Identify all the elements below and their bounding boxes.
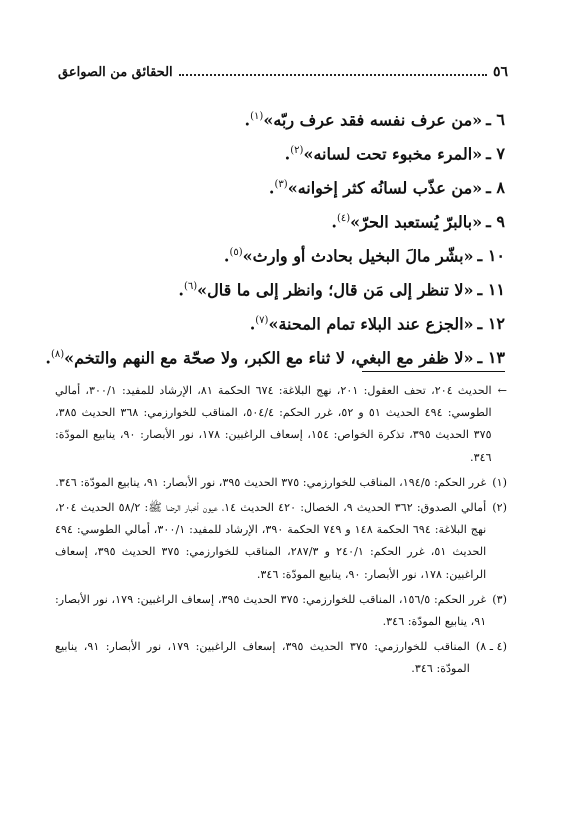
header-dot-leader — [179, 74, 487, 76]
footnote-text: الحديث ٢٠٤، تحف العقول: ٢٠١، نهج البلاغة: ٦٧٤ الحكمة ٨١، الإرشاد للمفيد: ٣٠٠/١، أمالي الطوسي: ٤٩٤ الحديث ٥١ و ٥٢، غرر الحكم: ٥٠٤/٤، المناقب للخوارزمي: ٣٦٨ الحديث ٣٨٥، ٣٧٥ الحديث ٣٩٥، تذكرة الخواص: ١٥٤، إسعاف الراغبين: ١٧٨، نور الأبصار: ٩٠، ينابيع المودّة: ٣٤٦. — [55, 384, 492, 464]
footnote-continuation — [55, 380, 507, 469]
saying-number: ١٠ ـ — [477, 246, 505, 266]
saying-item — [55, 304, 505, 338]
footnote-ref: (٢) — [290, 145, 304, 156]
running-title: الحقائق من الصواعق — [58, 65, 173, 80]
footnote — [55, 497, 507, 586]
saying-text: «المرء مخبوء تحت لسانه» — [303, 144, 483, 164]
footnote-ref: (٣) — [274, 179, 288, 190]
page-number: ٥٦ — [492, 64, 508, 80]
saying-end: . — [249, 314, 256, 334]
footnote-text: المناقب للخوارزمي: ٣٧٥ الحديث ٣٩٥، إسعاف الراغبين: ١٧٩، نور الأبصار: ٩١، ينابيع المودّة: ٣٤٦. — [55, 640, 470, 676]
saying-number: ٩ ـ — [486, 212, 505, 232]
saying-number: ٧ ـ — [486, 144, 505, 164]
footnote-ref: (٨) — [50, 349, 65, 360]
footnote-ref: (٥) — [229, 247, 243, 258]
footnote-separator — [362, 371, 505, 372]
footnote-text: غرر الحكم: ١٥٦/٥، المناقب للخوارزمي: ٣٧٥ الحديث ٣٩٥، إسعاف الراغبين: ١٧٩، نور الأبصار: ٩١، ينابيع المودّة: ٣٤٦. — [55, 592, 487, 629]
footnote-ref: (٦) — [183, 281, 198, 292]
saying-text: «من عذّب لسانُه كثر إخوانه» — [287, 178, 483, 198]
saying-end: . — [45, 348, 51, 368]
footnote-label: (١) — [492, 475, 507, 489]
saying-item — [55, 236, 505, 270]
running-header — [58, 58, 508, 80]
saying-item — [55, 202, 505, 236]
saying-number: ١١ ـ — [477, 280, 505, 300]
saying-number: ٨ ـ — [486, 178, 505, 198]
footnote-label: (٤ ـ ٨) — [475, 640, 507, 654]
footnote-ref: (١) — [250, 111, 264, 122]
saying-item — [45, 338, 505, 372]
saying-end: . — [331, 212, 337, 232]
saying-number: ١٢ ـ — [477, 314, 505, 334]
footnote — [55, 472, 507, 494]
saying-number: ٦ ـ — [486, 110, 505, 130]
saying-text: «بشّر مالَ البخيل بحادث أو وارث» — [242, 246, 474, 266]
saying-item — [55, 134, 505, 168]
footnote-label: (٢) — [492, 501, 507, 515]
saying-item — [55, 100, 505, 134]
footnote-ref: (٧) — [255, 315, 269, 326]
footnote-label: ← — [497, 384, 507, 397]
saying-end: . — [178, 280, 184, 300]
saying-item — [55, 270, 505, 304]
footnote — [55, 589, 507, 633]
footnote-text: أمالي الصدوق: ٣٦٢ الحديث ٩، الخصال: ٤٢٠ الحديث ١٤، عيون أخبار الرضا ﷺ: ٥٨/٢ الحديث ٢٠٤، نهج البلاغة: ٦٩٤ الحكمة ١٤٨ و ٧٤٩ الحكمة ٣٩٠، الإرشاد للمفيد: ٣٠٠/١، أمالي الطوسي: ٤٩٤ الحديث ٥١، غرر الحكم: ٢٤٠/١ و ٢٨٧/٣، المناقب للخوارزمي: ٣٧٥ الحديث ٣٩٥، إسعاف الراغبين: ١٧٨، نور الأبصار: ٩٠، ينابيع المودّة: ٣٤٦. — [55, 501, 487, 581]
saying-end: . — [284, 144, 291, 164]
saying-end: . — [244, 110, 251, 130]
saying-text: «الجزع عند البلاء تمام المحنة» — [268, 314, 474, 334]
saying-end: . — [223, 246, 230, 266]
saying-end: . — [268, 178, 275, 198]
footnotes — [55, 380, 507, 681]
footnote-ref: (٤) — [336, 213, 351, 224]
saying-text: «لا تنظر إلى مَن قال؛ وانظر إلى ما قال» — [197, 280, 474, 300]
saying-list — [45, 100, 505, 372]
footnote-label: (٣) — [492, 592, 507, 606]
saying-number: ١٣ ـ — [477, 348, 505, 368]
footnote-text: غرر الحكم: ١٩٤/٥، المناقب للخوارزمي: ٣٧٥ الحديث ٣٩٥، نور الأبصار: ٩١، ينابيع المودّة: ٣٤٦. — [55, 475, 487, 489]
saying-text: «من عرف نفسه فقد عرف ربّه» — [263, 110, 483, 130]
saying-text: «بالبرّ يُستعبد الحرّ» — [350, 212, 483, 232]
saying-text: «لا ظفر مع البغي، لا ثناء مع الكبر، ولا صحّة مع النهم والتخم» — [64, 348, 474, 368]
footnote — [55, 636, 507, 680]
saying-item — [55, 168, 505, 202]
